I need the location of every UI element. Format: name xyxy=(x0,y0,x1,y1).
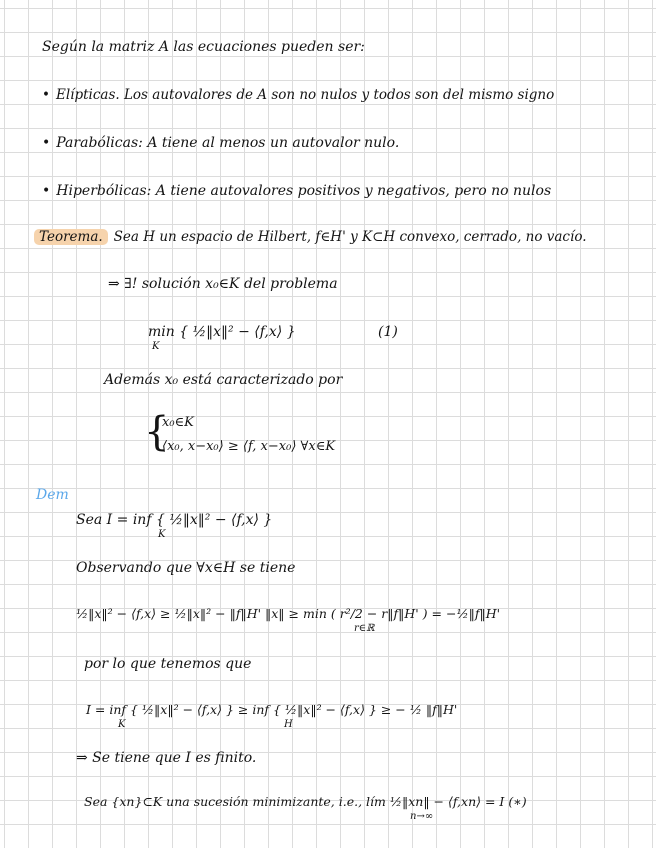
system-line-1: x₀∈K xyxy=(162,415,194,430)
observando-line: Observando que ∀x∈H se tiene xyxy=(76,560,296,576)
min-formula-subscript: K xyxy=(152,341,160,352)
limit-subscript: n→∞ xyxy=(410,811,434,822)
bullet-icon: • xyxy=(42,135,51,151)
teorema-text: Sea H un espacio de Hilbert, f∈H' y K⊂H convexo, cerrado, no vacío. xyxy=(113,229,587,245)
por-lo-que-line: por lo que tenemos que xyxy=(84,656,252,672)
dem-label: Dem xyxy=(36,487,69,503)
bullet-elipticas xyxy=(42,84,554,106)
system-brace: { xyxy=(144,409,170,455)
minimizing-sequence-line: Sea {xn}⊂K una sucesión minimizante, i.e., lím ½‖xn‖ − ⟨f,xn⟩ = I (∗) xyxy=(84,794,527,809)
infimum-subscript: K xyxy=(158,529,166,540)
infimum-bound-subscript-1: K xyxy=(118,719,126,730)
equation-number-1: (1) xyxy=(378,324,398,340)
bullet-parabolicas-text: Parabólicas: A tiene al menos un autovalor nulo. xyxy=(56,135,400,151)
min-formula: min { ½‖x‖² − ⟨f,x⟩ } xyxy=(148,324,296,340)
infimum-bound: I = inf { ½‖x‖² − ⟨f,x⟩ } ≥ inf { ½‖x‖² − ⟨f,x⟩ } ≥ − ½ ‖f‖H' xyxy=(86,702,458,717)
inequality-chain: ½‖x‖² − ⟨f,x⟩ ≥ ½‖x‖² − ‖f‖H' ‖x‖ ≥ min ( r²/2 − r‖f‖H' ) = −½‖f‖H' xyxy=(76,606,501,621)
inequality-chain-subscript: r∈ℝ xyxy=(354,623,375,634)
infimum-bound-subscript-2: H xyxy=(284,719,293,730)
bullet-hiperbolicas xyxy=(42,180,551,202)
bullet-icon: • xyxy=(42,183,51,199)
teorema-line xyxy=(34,226,587,248)
intro-line: Según la matriz A las ecuaciones pueden ser: xyxy=(42,39,365,55)
teorema-label: Teorema. xyxy=(34,229,108,245)
finite-line: ⇒ Se tiene que I es finito. xyxy=(76,750,257,766)
bullet-hiperbolicas-text: Hiperbólicas: A tiene autovalores positivos y negativos, pero no nulos xyxy=(56,183,552,199)
infimum-definition: Sea I = inf { ½‖x‖² − ⟨f,x⟩ } xyxy=(76,512,273,528)
bullet-icon: • xyxy=(42,87,50,103)
bullet-parabolicas xyxy=(42,132,399,154)
bullet-elipticas-text: Elípticas. Los autovalores de A son no nulos y todos son del mismo signo xyxy=(55,87,555,103)
characterization-line: Además x₀ está caracterizado por xyxy=(104,372,343,388)
system-line-2: ⟨x₀, x−x₀⟩ ≥ ⟨f, x−x₀⟩ ∀x∈K xyxy=(162,439,336,454)
existence-line: ⇒ ∃! solución x₀∈K del problema xyxy=(108,276,338,292)
